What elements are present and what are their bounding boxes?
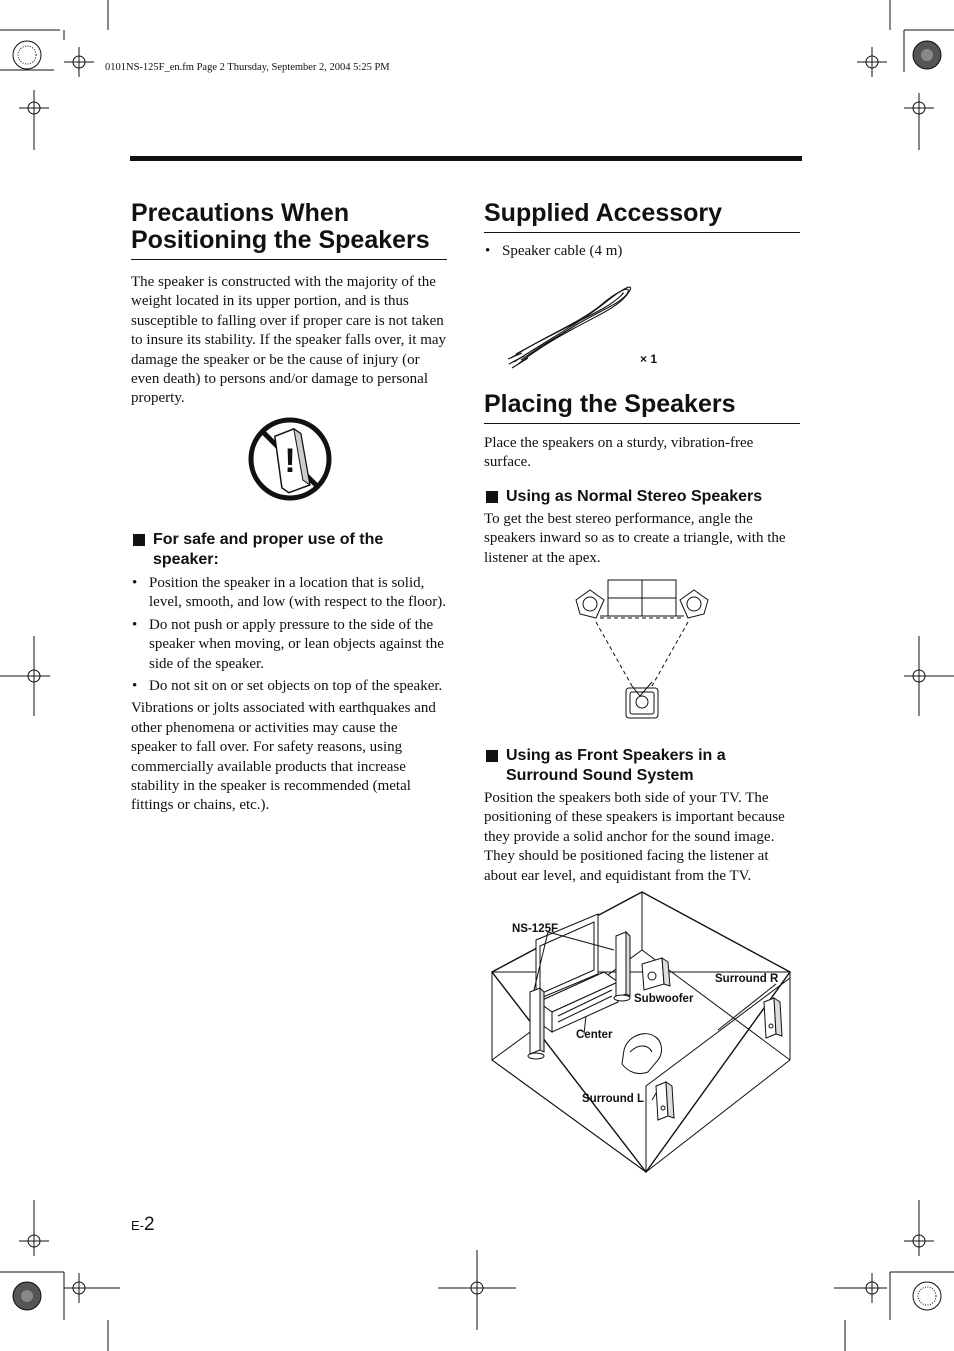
surround-heading-line1: Using as Front Speakers in a [506, 747, 726, 764]
exclamation-warning-icon [247, 416, 333, 502]
left-column [131, 200, 447, 409]
list-item: • Do not sit on or set objects on top of the speaker. [131, 677, 447, 696]
list-item: • Position the speaker in a location that is solid, level, smooth, and low (with respect to the floor). [131, 574, 447, 613]
surround-paragraph: Position the speakers both side of your TV. The positioning of these speakers is important because they provide a solid anchor for the sound image. They should be positioned facing the listener at about ear level, and equidistant from the TV. [484, 790, 785, 884]
stereo-triangle-diagram [570, 578, 715, 723]
placing-title-rule [484, 423, 800, 424]
safety-closing-paragraph: Vibrations or jolts associated with earthquakes and other phenomena or activities may cause the speaker to fall over. For safety reasons, using commercially available products that increase stability in the speaker is recommended (metal fittings or chains, etc.). [131, 700, 436, 814]
center-label: Center [576, 1029, 613, 1041]
list-item: • Speaker cable (4 m) [484, 242, 800, 261]
stereo-section [484, 487, 800, 568]
safe-use-heading [131, 530, 447, 570]
placing-section [484, 391, 800, 473]
surround-heading [484, 746, 800, 786]
precautions-title-rule [131, 259, 447, 260]
accessory-title: Supplied Accessory [484, 199, 723, 227]
safety-bullet-list [131, 574, 447, 696]
surround-r-label: Surround R [715, 973, 779, 985]
placing-intro: Place the speakers on a sturdy, vibration-free surface. [484, 435, 754, 471]
safe-use-heading-line1: For safe and proper use of the [153, 531, 384, 548]
accessory-section [484, 200, 800, 264]
svg-text:!: ! [284, 442, 296, 480]
precautions-intro: The speaker is constructed with the majority of the weight located in its upper portion, and is thus susceptible to falling over if proper care is not taken to insure its stability. If the speaker falls over, it may damage the speaker or be the cause of injury (or even death) to persons and/or damage to personal property. [131, 274, 447, 407]
precautions-title [131, 200, 447, 254]
top-rule [130, 156, 802, 161]
surround-section [484, 746, 800, 886]
placing-title: Placing the Speakers [484, 390, 736, 418]
accessory-title-rule [484, 232, 800, 233]
ns125f-label: NS-125F [512, 923, 559, 935]
file-info-header: 0101NS-125F_en.fm Page 2 Thursday, September 2, 2004 5:25 PM [105, 62, 390, 73]
accessory-list [484, 242, 800, 261]
subwoofer-label: Subwoofer [634, 993, 694, 1005]
stereo-heading-text: Using as Normal Stereo Speakers [506, 488, 763, 505]
list-item: • Do not push or apply pressure to the side of the speaker when moving, or lean objects against the side of the speaker. [131, 616, 447, 674]
precautions-title-line2: Positioning the Speakers [131, 226, 430, 254]
safe-use-section [131, 530, 447, 816]
page-number-value: 2 [144, 1214, 155, 1235]
speaker-cable-illustration [506, 280, 636, 370]
accessory-quantity: × 1 [640, 352, 658, 366]
stereo-paragraph: To get the best stereo performance, angle the speakers inward so as to create a triangle, with the listener at the apex. [484, 511, 786, 566]
square-bullet-icon [486, 491, 498, 503]
page-number-prefix: E- [131, 1218, 144, 1233]
square-bullet-icon [486, 750, 498, 762]
square-bullet-icon [133, 534, 145, 546]
page-number [131, 1214, 155, 1236]
stereo-heading [484, 487, 800, 507]
surround-l-label: Surround L [582, 1093, 644, 1105]
precautions-title-line1: Precautions When [131, 199, 350, 227]
surround-heading-line2: Surround Sound System [506, 767, 694, 784]
safe-use-heading-line2: speaker: [153, 551, 219, 568]
